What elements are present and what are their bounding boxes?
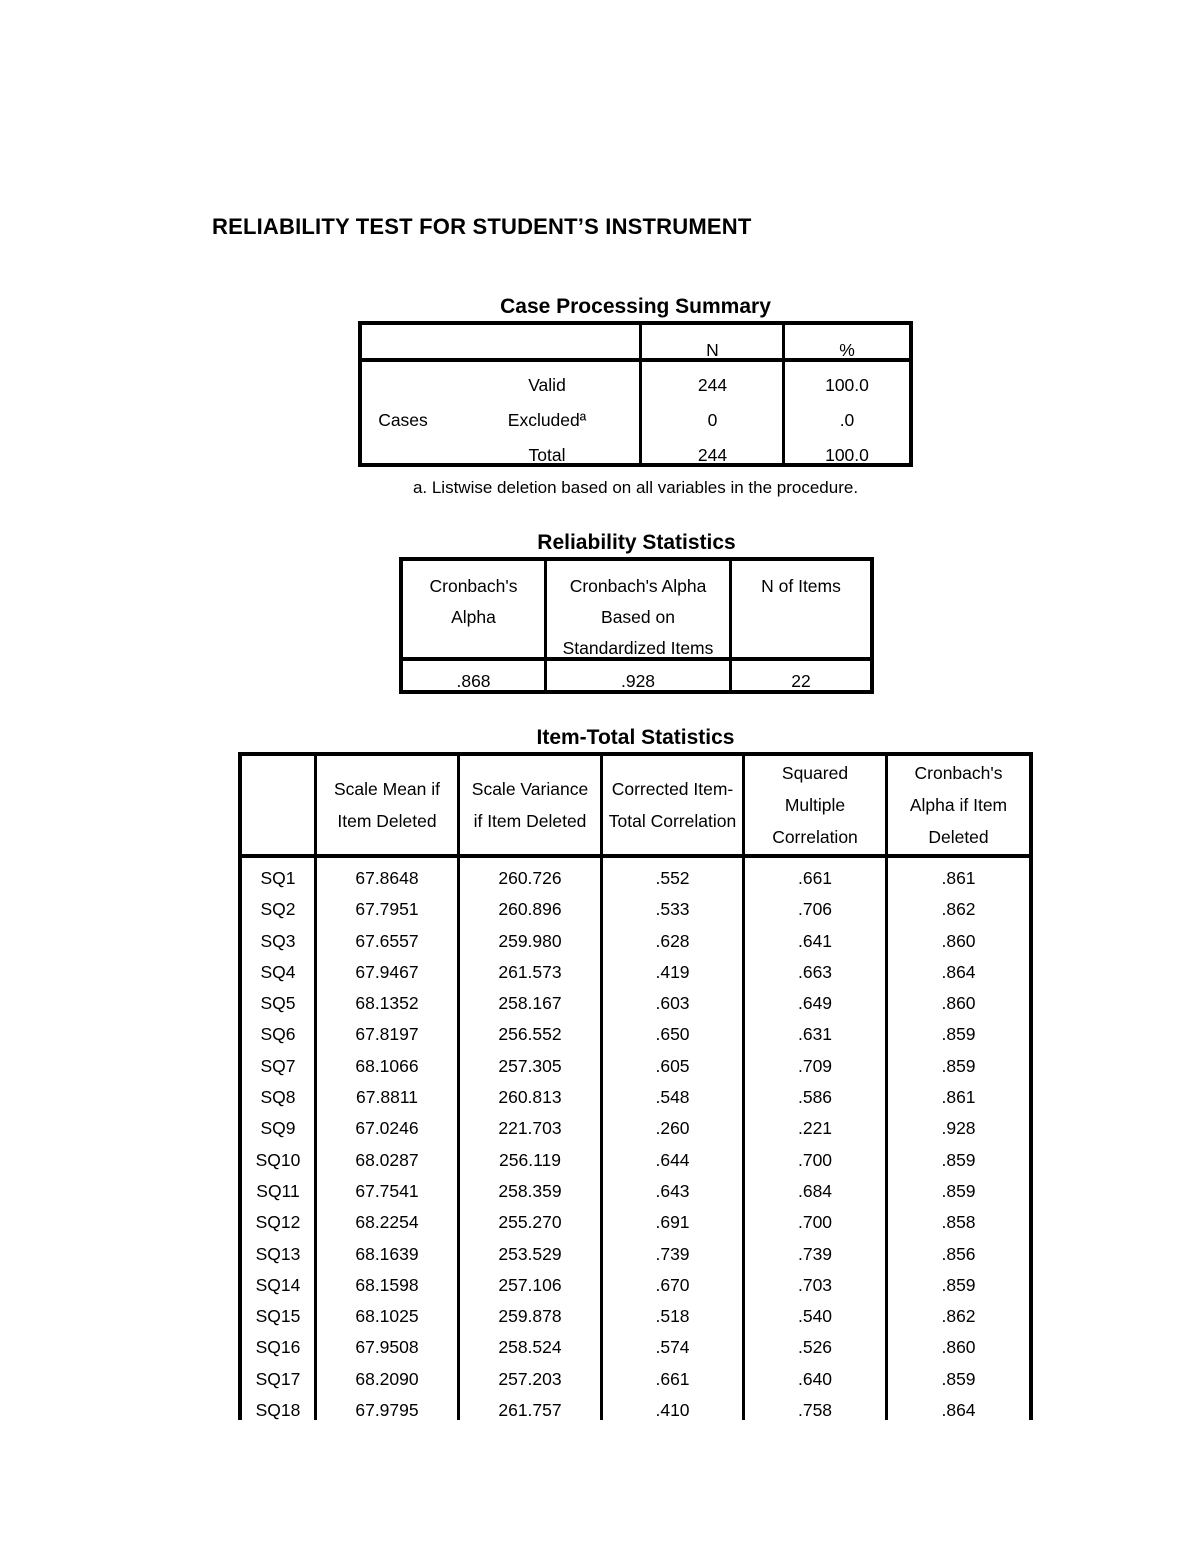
cell-scale-variance: 256.119 xyxy=(499,1149,561,1170)
case-processing-summary-title: Case Processing Summary xyxy=(500,295,771,318)
cell-scale-mean: 68.1352 xyxy=(355,993,419,1014)
header-line: Deleted xyxy=(928,827,989,847)
header-line: Correlation xyxy=(772,827,858,847)
header-line: Squared xyxy=(781,763,849,783)
column-header-corrected-item-total xyxy=(603,756,742,854)
table-row xyxy=(242,1332,1029,1363)
column-header-percent: % xyxy=(839,340,855,360)
cell-item-label: SQ18 xyxy=(255,1400,301,1421)
column-header-scale-mean xyxy=(317,756,457,854)
cell-scale-mean: 68.1066 xyxy=(355,1055,419,1076)
cell-corrected-correlation: .644 xyxy=(655,1149,690,1170)
cell-alpha-if-deleted: .861 xyxy=(941,868,976,888)
cell-scale-variance: 221.703 xyxy=(498,1118,562,1139)
table-footnote: a. Listwise deletion based on all variables in the procedure. xyxy=(412,478,859,497)
header-line: Alpha if Item xyxy=(909,795,1008,815)
cell-scale-mean: 67.9467 xyxy=(355,961,419,982)
cell-corrected-correlation: .643 xyxy=(655,1180,690,1201)
value-standardized-alpha: .928 xyxy=(620,671,656,691)
cell-squared-multiple: .661 xyxy=(797,868,833,888)
cell-scale-variance: 257.106 xyxy=(498,1274,562,1295)
table-row xyxy=(242,1395,1029,1426)
cell-item-label: SQ9 xyxy=(260,1118,296,1139)
table-row xyxy=(242,1176,1029,1207)
table-row xyxy=(242,957,1029,988)
cell-corrected-correlation: .410 xyxy=(655,1400,690,1421)
column-header-cronbachs-alpha xyxy=(403,571,544,633)
case-processing-summary-table xyxy=(358,321,913,467)
cell-scale-mean: 67.9508 xyxy=(355,1337,419,1358)
cell-excluded-n: 0 xyxy=(707,410,718,430)
cell-scale-variance: 255.270 xyxy=(498,1212,562,1233)
column-header-n: N xyxy=(706,340,719,360)
column-header-n-of-items xyxy=(732,571,870,602)
cell-squared-multiple: .540 xyxy=(797,1306,833,1327)
cell-squared-multiple: .640 xyxy=(797,1368,833,1389)
cell-item-label: SQ11 xyxy=(256,1180,300,1201)
cell-item-label: SQ17 xyxy=(255,1368,301,1389)
cell-scale-variance: 258.524 xyxy=(498,1337,562,1358)
cell-alpha-if-deleted: .859 xyxy=(941,1274,976,1295)
header-line: Scale Mean if xyxy=(333,779,441,799)
cell-alpha-if-deleted: .859 xyxy=(941,1180,976,1201)
table-row xyxy=(242,1301,1029,1332)
cell-alpha-if-deleted: .862 xyxy=(941,899,976,920)
group-label-cases: Cases xyxy=(378,410,428,430)
cell-alpha-if-deleted: .861 xyxy=(941,1087,976,1108)
cell-squared-multiple: .586 xyxy=(797,1087,833,1108)
cell-item-label: SQ8 xyxy=(260,1087,296,1108)
cell-item-label: SQ15 xyxy=(255,1306,301,1327)
cell-scale-mean: 67.8811 xyxy=(356,1087,418,1108)
cell-item-label: SQ12 xyxy=(255,1212,301,1233)
cell-squared-multiple: .526 xyxy=(797,1337,833,1358)
row-label-excluded: Excludedª xyxy=(507,410,587,430)
cell-scale-mean: 68.1639 xyxy=(355,1243,419,1264)
table-row xyxy=(242,988,1029,1019)
cell-item-label: SQ5 xyxy=(260,993,296,1014)
cell-squared-multiple: .684 xyxy=(797,1180,833,1201)
cell-scale-mean: 67.9795 xyxy=(355,1400,419,1421)
cell-alpha-if-deleted: .856 xyxy=(941,1243,976,1264)
item-total-statistics-title: Item-Total Statistics xyxy=(536,726,735,749)
header-line: Standardized Items xyxy=(562,638,714,658)
cell-item-label: SQ6 xyxy=(260,1024,296,1045)
row-label-total: Total xyxy=(528,445,566,465)
table-body xyxy=(242,863,1029,1426)
cell-corrected-correlation: .260 xyxy=(655,1118,690,1139)
table-row xyxy=(242,1270,1029,1301)
cell-valid-pct: 100.0 xyxy=(825,375,869,395)
cell-scale-mean: 67.6557 xyxy=(355,930,419,951)
cell-scale-mean: 68.0287 xyxy=(355,1149,419,1170)
table-row xyxy=(242,926,1029,957)
cell-squared-multiple: .709 xyxy=(797,1055,833,1076)
cell-item-label: SQ10 xyxy=(255,1149,301,1170)
cell-squared-multiple: .649 xyxy=(797,993,833,1014)
cell-squared-multiple: .700 xyxy=(797,1212,833,1233)
table-row xyxy=(242,1145,1029,1176)
cell-item-label: SQ3 xyxy=(260,930,296,951)
cell-corrected-correlation: .574 xyxy=(655,1337,690,1358)
cell-corrected-correlation: .661 xyxy=(655,1368,690,1389)
cell-corrected-correlation: .739 xyxy=(655,1243,690,1264)
cell-corrected-correlation: .691 xyxy=(655,1212,690,1233)
cell-corrected-correlation: .548 xyxy=(655,1087,690,1108)
cell-corrected-correlation: .628 xyxy=(655,930,690,951)
cell-alpha-if-deleted: .860 xyxy=(941,1337,976,1358)
cell-squared-multiple: .663 xyxy=(797,961,833,982)
value-cronbachs-alpha: .868 xyxy=(456,671,491,691)
cell-scale-variance: 260.813 xyxy=(498,1087,562,1108)
cell-alpha-if-deleted: .859 xyxy=(941,1368,976,1389)
cell-squared-multiple: .631 xyxy=(797,1024,833,1045)
cell-alpha-if-deleted: .860 xyxy=(941,993,976,1014)
cell-alpha-if-deleted: .860 xyxy=(941,930,976,951)
header-line: if Item Deleted xyxy=(473,811,587,831)
cell-alpha-if-deleted: .928 xyxy=(941,1118,976,1139)
table-row xyxy=(242,863,1029,894)
header-line: Scale Variance xyxy=(471,779,589,799)
table-row xyxy=(242,1051,1029,1082)
cell-scale-mean: 67.0246 xyxy=(355,1118,419,1139)
reliability-statistics-title: Reliability Statistics xyxy=(537,531,736,554)
table-row xyxy=(242,894,1029,925)
column-header-standardized-alpha xyxy=(547,571,729,664)
cell-item-label: SQ7 xyxy=(260,1055,296,1076)
header-line: Total Correlation xyxy=(608,811,737,831)
cell-scale-variance: 261.757 xyxy=(498,1400,562,1421)
reliability-statistics-table xyxy=(399,557,874,694)
cell-corrected-correlation: .670 xyxy=(655,1274,690,1295)
cell-alpha-if-deleted: .859 xyxy=(941,1149,976,1170)
cell-squared-multiple: .739 xyxy=(797,1243,833,1264)
cell-scale-mean: 67.8197 xyxy=(355,1024,419,1045)
table-row xyxy=(242,1019,1029,1050)
table-divider xyxy=(639,325,642,463)
cell-alpha-if-deleted: .859 xyxy=(941,1055,976,1076)
table-row xyxy=(242,1207,1029,1238)
cell-scale-mean: 68.2090 xyxy=(355,1368,419,1389)
cell-alpha-if-deleted: .858 xyxy=(941,1212,976,1233)
table-row xyxy=(242,1082,1029,1113)
value-n-of-items: 22 xyxy=(791,671,811,691)
cell-scale-mean: 67.7541 xyxy=(355,1180,419,1201)
cell-item-label: SQ14 xyxy=(255,1274,301,1295)
cell-corrected-correlation: .533 xyxy=(655,899,690,920)
column-header-scale-variance xyxy=(460,756,600,854)
cell-corrected-correlation: .650 xyxy=(655,1024,690,1045)
table-row xyxy=(242,1113,1029,1144)
cell-scale-mean: 68.1598 xyxy=(355,1274,419,1295)
header-line: Item Deleted xyxy=(337,811,437,831)
cell-scale-variance: 257.305 xyxy=(498,1055,562,1076)
cell-alpha-if-deleted: .862 xyxy=(941,1306,976,1327)
header-line: N of Items xyxy=(761,576,841,596)
cell-total-n: 244 xyxy=(697,445,728,465)
row-label-valid: Valid xyxy=(528,375,566,395)
cell-item-label: SQ2 xyxy=(260,899,296,920)
table-divider xyxy=(242,854,1029,858)
item-total-statistics-table xyxy=(238,752,1033,1420)
cell-corrected-correlation: .605 xyxy=(655,1055,690,1076)
header-line: Alpha xyxy=(451,607,496,627)
cell-squared-multiple: .758 xyxy=(797,1400,833,1421)
cell-alpha-if-deleted: .864 xyxy=(941,961,976,982)
cell-squared-multiple: .703 xyxy=(797,1274,833,1295)
cell-scale-variance: 260.896 xyxy=(498,899,562,920)
cell-squared-multiple: .706 xyxy=(797,899,833,920)
cell-squared-multiple: .700 xyxy=(797,1149,833,1170)
cell-squared-multiple: .221 xyxy=(797,1118,833,1139)
cell-squared-multiple: .641 xyxy=(797,930,833,951)
cell-scale-mean: 67.8648 xyxy=(355,868,419,888)
cell-scale-variance: 261.573 xyxy=(498,961,562,982)
header-line: Cronbach's xyxy=(429,576,518,596)
header-line: Cronbach's xyxy=(914,763,1003,783)
cell-scale-variance: 257.203 xyxy=(498,1368,562,1389)
cell-scale-variance: 259.878 xyxy=(498,1306,562,1327)
cell-scale-variance: 256.552 xyxy=(498,1024,562,1045)
cell-scale-variance: 260.726 xyxy=(498,868,562,888)
cell-scale-variance: 258.167 xyxy=(498,993,562,1014)
cell-item-label: SQ13 xyxy=(255,1243,301,1264)
cell-scale-mean: 68.2254 xyxy=(355,1212,419,1233)
cell-total-pct: 100.0 xyxy=(825,445,869,465)
cell-corrected-correlation: .518 xyxy=(655,1306,690,1327)
table-row xyxy=(242,1364,1029,1395)
cell-item-label: SQ1 xyxy=(260,868,296,888)
cell-scale-mean: 67.7951 xyxy=(355,899,419,920)
header-line: Cronbach's Alpha xyxy=(569,576,707,596)
cell-scale-mean: 68.1025 xyxy=(355,1306,419,1327)
cell-corrected-correlation: .603 xyxy=(655,993,690,1014)
header-line: Corrected Item- xyxy=(611,779,734,799)
cell-scale-variance: 258.359 xyxy=(498,1180,562,1201)
cell-corrected-correlation: .419 xyxy=(655,961,690,982)
cell-scale-variance: 259.980 xyxy=(498,930,562,951)
table-row xyxy=(242,1239,1029,1270)
cell-item-label: SQ4 xyxy=(260,961,296,982)
cell-excluded-pct: .0 xyxy=(839,410,855,430)
cell-valid-n: 244 xyxy=(697,375,728,395)
cell-corrected-correlation: .552 xyxy=(655,868,690,888)
cell-item-label: SQ16 xyxy=(255,1337,301,1358)
column-header-alpha-if-deleted xyxy=(888,756,1029,854)
header-line: Multiple xyxy=(784,795,846,815)
cell-alpha-if-deleted: .859 xyxy=(941,1024,976,1045)
column-header-squared-multiple xyxy=(745,756,885,854)
cell-scale-variance: 253.529 xyxy=(498,1243,562,1264)
cell-alpha-if-deleted: .864 xyxy=(941,1400,976,1421)
document-title: RELIABILITY TEST FOR STUDENT’S INSTRUMENT xyxy=(212,214,752,239)
header-line: Based on xyxy=(601,607,675,627)
